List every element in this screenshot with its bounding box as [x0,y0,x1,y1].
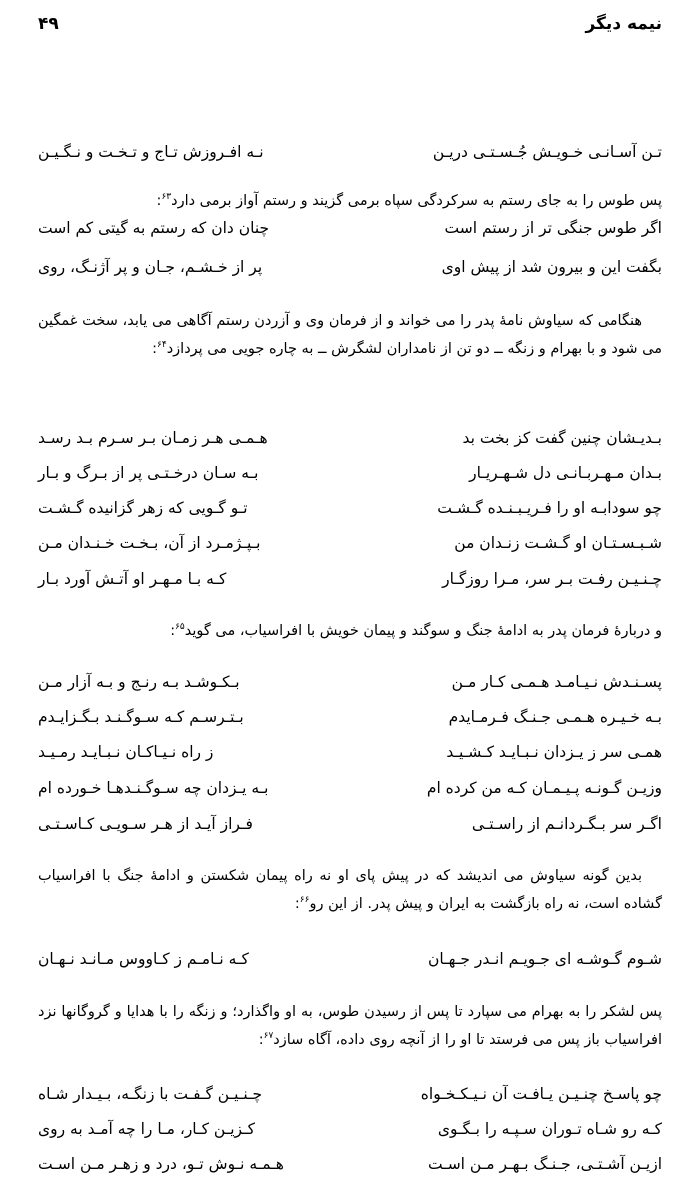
paragraph-text: بدین گونه سیاوش می اندیشد که در پیش پای او نه راه پیمان شکستن و ادامهٔ جنگ با افراسیاب گشاده است، نه راه بازگشت به ایران و پیش پدر. از این رو [38,868,662,912]
couplet [38,743,662,769]
hemistich-first: چو سودابـه او را فـریـبـنـده گـشـت [437,499,662,517]
couplet [38,534,662,560]
hemistich-second: بـکـوشـد بـه رنـج و بـه آزار مـن [38,673,240,691]
couplet [38,499,662,525]
prose-paragraph [38,307,662,363]
hemistich-first: بـه خـیـره هـمـی جـنـگ فـرمـایدم [448,708,662,726]
hemistich-second: بـپـژمـرد از آن، بـخـت خـنـدان مـن [38,534,261,552]
hemistich-second: نـه افـروزش تـاج و تـخـت و نـگـیـن [38,143,264,161]
hemistich-second: بـه یـزدان چه سـوگـنـدهـا خـورده ام [38,779,269,797]
hemistich-first: شـوم گـوشـه ای جـویـم انـدر جـهـان [428,950,662,968]
couplet [38,570,662,596]
hemistich-second: هـمـی هـر زمـان بـر سـرم بـد رسـد [38,429,268,447]
hemistich-second: کـه بـا مـهـر او آتـش آورد بـار [38,570,227,588]
hemistich-first: اگـر سر بـگـردانـم از راسـتـی [471,815,662,833]
hemistich-first: کـه رو شـاه تـوران سـپـه را بـگـوی [437,1120,662,1138]
paragraph-tail: : [294,896,300,912]
hemistich-first: شـبـسـتـان او گـشـت زنـدان من [454,534,662,552]
couplet [38,464,662,490]
couplet [38,950,662,976]
couplet [38,143,662,169]
hemistich-second: کـه نـامـم ز کـاووس مـانـد نـهـان [38,950,249,968]
hemistich-second: چنان دان که رستم به گیتی کم است [38,219,270,237]
hemistich-first: پسـنـدش نـیـامـد هـمـی کـار مـن [451,673,662,691]
hemistich-second: پر از خـشـم، جـان و پر آژنـگ، روی [38,258,263,276]
footnote-marker[interactable]: ۶۴ [157,340,167,351]
paragraph-text: هنگامی که سیاوش نامهٔ پدر را می خواند و از فرمان وی و آزردن رستم آگاهی می یابد، سخت غمگین می شود و با بهرام و زنگه ــ دو تن از نامداران لشگرش ــ به چاره جویی می پردازد [38,313,662,357]
prose-paragraph [38,617,662,645]
hemistich-first: ازیـن آشـتـی، جـنـگ بـهـر مـن اسـت [427,1155,662,1173]
couplet [38,673,662,699]
prose-paragraph [38,998,662,1054]
couplet [38,708,662,734]
hemistich-first: همـی سر ز یـزدان نـبـایـد کـشـیـد [446,743,662,761]
page-number: ۴۹ [38,14,59,34]
footnote-marker[interactable]: ۶۳ [161,192,172,203]
hemistich-second: تـو گـویی که زهر گزانیده گـشـت [38,499,248,517]
hemistich-first: بگفت این و بیرون شد از پیش اوی [441,258,662,276]
hemistich-second: چـنـیـن گـفـت با زنگـه، بـیـدار شـاه [38,1085,263,1103]
hemistich-first: اگر طوس جنگی تر از رستم است [444,219,662,237]
hemistich-second: فـراز آیـد از هـر سـویـی کـاسـتـی [38,815,253,833]
prose-paragraph [38,187,662,215]
hemistich-second: بـه سـان درخـتـی پر از بـرگ و بـار [38,464,259,482]
hemistich-first: تـن آسـانـی خـویـش جُـسـتـی دریـن [432,143,662,161]
couplet [38,1120,662,1146]
paragraph-tail: : [258,1032,264,1048]
paragraph-text: پس لشکر را به بهرام می سپارد تا پس از رسیدن طوس، به او واگذارد؛ و زنگه را با هدایا و گروگانها نزد افراسیاب باز پس می فرستد تا او را از آنچه روی داده، آگاه سازد [38,1004,662,1048]
footnote-marker[interactable]: ۶۷ [263,1031,274,1042]
paragraph-tail: : [152,341,158,357]
hemistich-second: بـتـرسـم کـه سـوگـنـد بـگـزایـدم [38,708,244,726]
paragraph-text: پس طوس را به جای رستم به سرکردگی سپاه برمی گزیند و رستم آواز برمی دارد [171,193,662,209]
hemistich-second: کـزیـن کـار، مـا را چه آمـد به روی [38,1120,256,1138]
hemistich-first: چو پاسـخ چنـیـن یـافـت آن نـیـکـخـواه [420,1085,662,1103]
couplet [38,219,662,245]
footnote-marker[interactable]: ۶۵ [175,622,185,633]
couplet [38,815,662,841]
hemistich-second: هـمـه نـوش تـو، درد و زهـر مـن اسـت [38,1155,284,1173]
footnote-marker[interactable]: ۶۶ [299,895,310,906]
couplet [38,1085,662,1111]
couplet [38,779,662,805]
paragraph-tail: : [170,623,176,639]
hemistich-second: ز راه نـیـاکـان نـبـایـد رمـیـد [38,743,214,761]
couplet [38,1155,662,1181]
running-title: نیمه دیگر [585,14,662,34]
hemistich-first: بـدان مـهـربـانـی دل شـهـریـار [469,464,662,482]
page-header [38,14,662,40]
prose-paragraph [38,862,662,918]
couplet [38,258,662,284]
hemistich-first: بـدیـشان چنین گفت کز بخت بد [462,429,662,447]
couplet [38,429,662,455]
hemistich-first: وزیـن گـونـه پـیـمـان کـه من کرده ام [426,779,662,797]
paragraph-text: و دربارهٔ فرمان پدر به ادامهٔ جنگ و سوگند و پیمان خویش با افراسیاب، می گوید [184,623,662,639]
paragraph-tail: : [156,193,162,209]
hemistich-first: چـنـیـن رفـت بـر سر، مـرا روزگـار [442,570,662,588]
